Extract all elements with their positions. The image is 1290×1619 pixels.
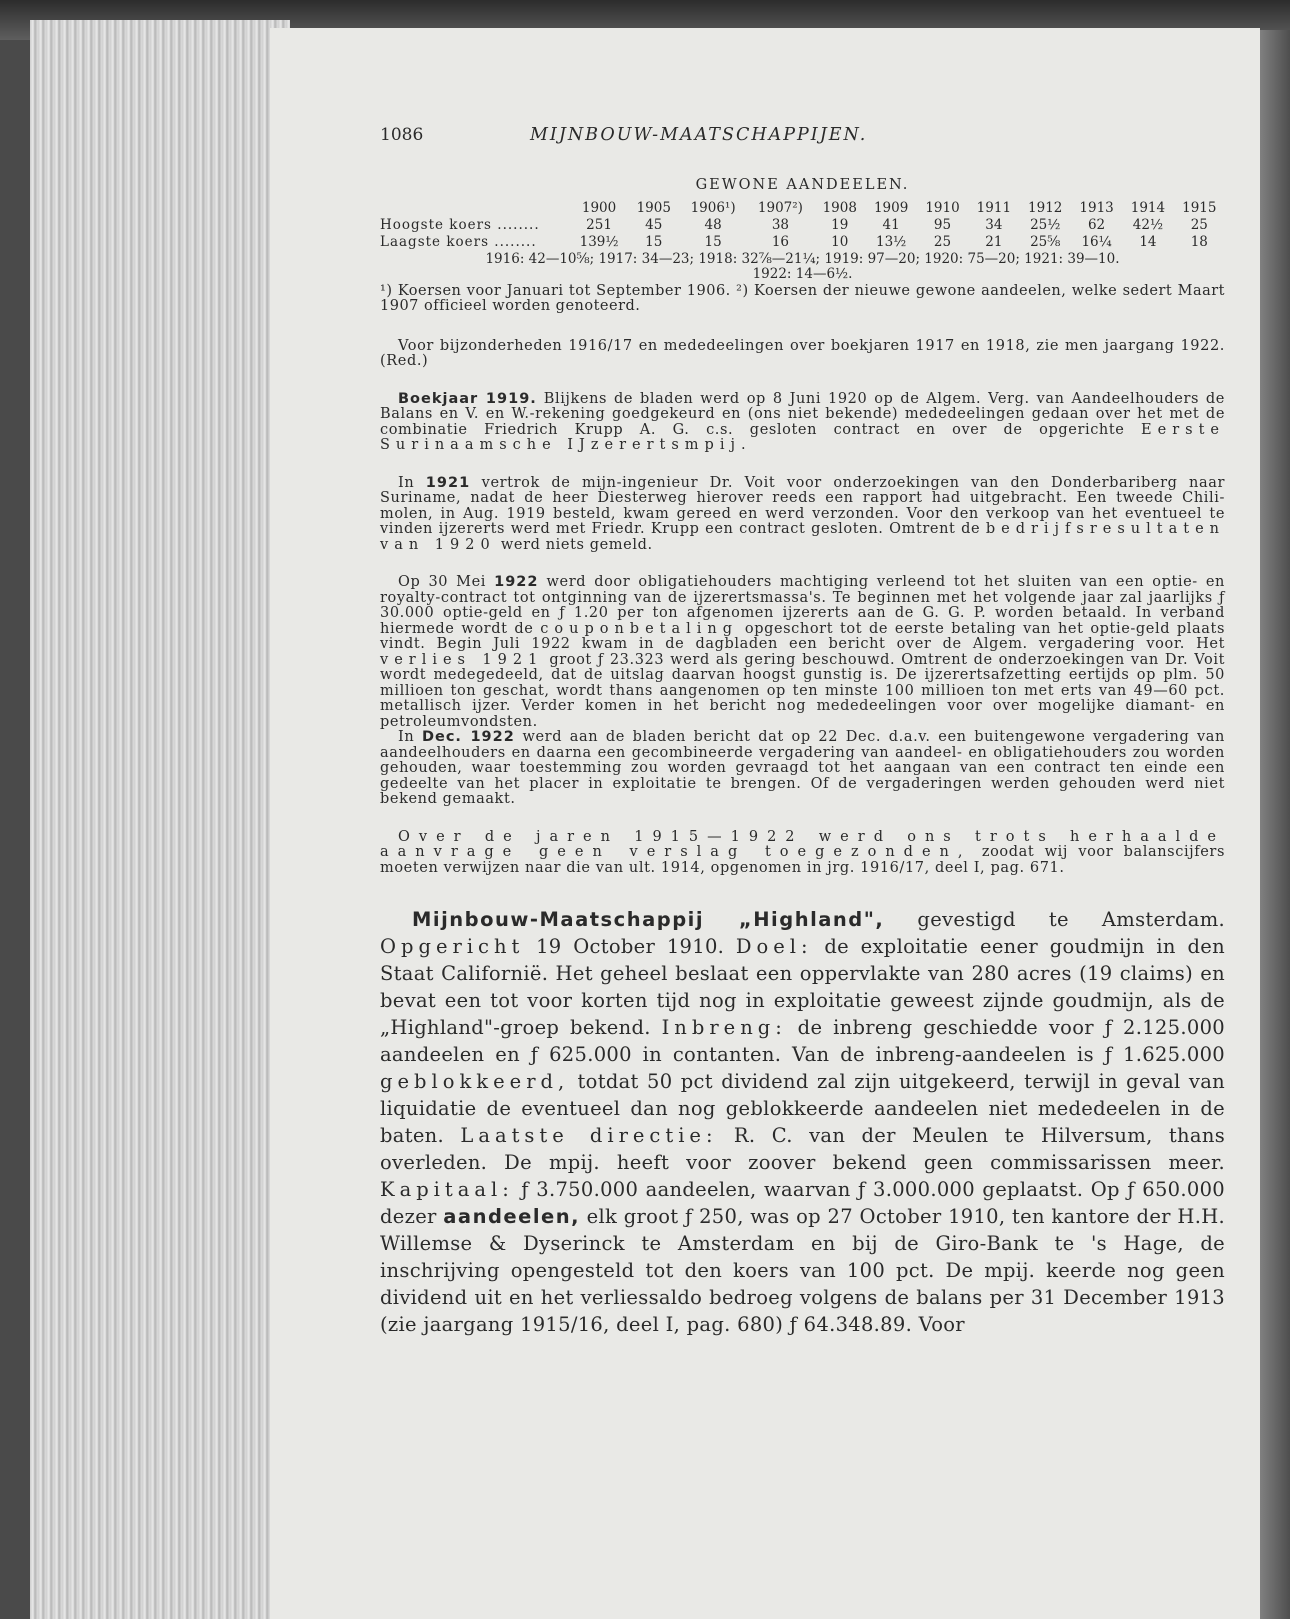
paragraph-boekjaar-1919 [380, 392, 1225, 454]
year-cell: 1905 [636, 199, 671, 216]
koersen-table [380, 200, 1225, 251]
value-cell: 25⅝ [1030, 233, 1061, 250]
paragraph-bijzonderheden [380, 339, 1225, 370]
value-cell: 45 [645, 216, 663, 233]
paragraph-text: groot ƒ 23.323 werd als gering beschouwd. Omtrent de onderzoekingen van Dr. Voit wordt medegedeeld, dat de uitslag daarvan hoogst gunstig is. De ijzerertsafzetting eertijds op plm. 50 millioen ton geschat, wordt thans aangenomen op ten minste 100 millioen ton met erts van 49—60 pct. metallisch ijzer. Verder komen in het bericht nog mededeelingen voor over mogelijke diamant- en petroleumvondsten. [380, 651, 1225, 730]
row-label: Laagste koers ........ [380, 233, 537, 250]
paragraph-text: werd niets gemeld. [495, 536, 653, 553]
table-row-laagste [380, 234, 1225, 251]
value-cell: 139½ [579, 233, 619, 250]
value-cell: 14 [1139, 233, 1157, 250]
entry-text: elk groot ƒ 250, was op 27 October 1910, ten kantore der H.H. Willemse & Dyserinck te Amsterdam en bij de Giro-Bank te 's Hage, de inschrijving opengesteld tot den koers van 100 pct. De mpij. keerde nog geen dividend uit en het verliessaldo bedroeg volgens de balans per 31 December 1913 (zie jaargang 1915/16, deel I, pag. 680) ƒ 64.348.89. Voor [380, 1205, 1225, 1336]
koers-ranges-last: 1922: 14—6½. [752, 266, 853, 282]
value-cell: 25 [1190, 216, 1208, 233]
highland-entry [380, 906, 1225, 1338]
value-cell: 19 [831, 216, 849, 233]
value-cell: 48 [704, 216, 722, 233]
page-stack-edge [30, 20, 290, 1619]
year-header-row [380, 200, 1225, 217]
value-cell: 10 [831, 233, 849, 250]
row-label: Hoogste koers ........ [380, 216, 540, 233]
bold-year: 1922 [494, 574, 539, 590]
year-cell: 1915 [1182, 199, 1217, 216]
koers-ranges-line: 1916: 42—10⅝; 1917: 34—23; 1918: 32⅞—21¼; 1919: 97—20; 1920: 75—20; 1921: 39—10. [485, 250, 1120, 267]
page-content [380, 125, 1225, 1338]
paragraph-dec-1922 [380, 730, 1225, 808]
value-cell: 16¼ [1081, 233, 1112, 250]
value-cell: 16 [771, 233, 790, 250]
paragraph-text: werd aan de bladen bericht dat op 22 Dec. d.a.v. een buitengewone vergadering van aandeelhouders en daarna een gecombineerde vergadering van aandeel- en obligatiehouders zou worden gehouden, waar toestemming zou worden gevraagd tot het aangaan van een contract ten einde een gedeelte van het placer in exploitatie te brengen. Of de vergaderingen werden gehouden werd niet bekend gemaakt. [380, 729, 1225, 807]
paragraph-text: Voor bijzonderheden 1916/17 en mededeelingen over boekjaren 1917 en 1918, zie men jaargang 1922. (Red.) [380, 337, 1225, 369]
bold-year: 1921 [425, 474, 471, 491]
table-row-hoogste [380, 217, 1225, 234]
field-label-inbreng: Inbreng: [661, 1016, 787, 1039]
paragraph-text: . [740, 437, 747, 453]
spaced-text: verlies 1921 [380, 651, 544, 668]
paragraph-text: zoodat wij voor balanscijfers moeten verwijzen naar die van ult. 1914, opgenomen in jrg. 1916/17, deel I, pag. 671. [380, 844, 1225, 876]
company-name: Mijnbouw-Maatschappij „Highland", [412, 908, 885, 931]
value-cell: 25½ [1030, 216, 1061, 233]
year-cell: 1906¹) [690, 199, 736, 216]
year-cell: 1914 [1130, 199, 1166, 216]
paragraph-text: werd door obligatiehouders machtiging verleend tot het sluiten van een optie- en royalty-contract tot ontginning van de ijzerertsmassa's. Te beginnen met het volgende jaar zal jaarlijks ƒ 30.000 optie-geld en ƒ 1.20 per ton afgenomen ijzererts aan de G. G. P. worden betaald. In verband hiermede wordt de [380, 574, 1225, 637]
year-cell: 1911 [976, 199, 1012, 216]
value-cell: 13½ [876, 233, 907, 250]
year-cell: 1910 [925, 199, 960, 216]
value-cell: 41 [882, 216, 900, 233]
value-cell: 34 [985, 216, 1003, 233]
spaced-text: couponbetaling [540, 620, 739, 637]
paragraph-lead: Boekjaar 1919. [398, 390, 537, 407]
field-label-kapitaal: Kapitaal: [380, 1178, 514, 1201]
corner-cell [380, 200, 570, 217]
year-cell: 1909 [873, 199, 909, 216]
paragraph-text: vertrok de mijn-ingenieur Dr. Voit voor onderzoekingen van den Donderbariberg naar Suriname, nadat de heer Diesterweg hierover reeds een rapport had uitgebracht. Een tweede Chili-molen, in Aug. 1919 besteld, kwam gereed en werd verzonden. Voor den verkoop van het eventueel te vinden ijzererts werd met Friedr. Krupp een contract gesloten. Omtrent de [380, 474, 1225, 537]
spaced-text: Eerste Surinaamsche IJzerertsmpij [380, 421, 1225, 453]
value-cell: 38 [771, 216, 790, 233]
entry-text: de exploitatie eener goudmijn in den Staat Californië. Het geheel beslaat een oppervlakte van 280 acres (19 claims) en bevat een tot voor korten tijd nog in exploitatie geweest zijnde goudmijn, als de „Highland"-groep bekend. [380, 935, 1225, 1039]
entry-text: gevestigd te Amsterdam. [884, 908, 1225, 931]
running-title: MIJNBOUW-MAATSCHAPPIJEN. [530, 125, 868, 145]
bold-date: Dec. 1922 [421, 729, 515, 745]
value-cell: 15 [704, 233, 722, 250]
value-cell: 15 [645, 233, 663, 250]
paragraph-text: In [398, 729, 422, 745]
spaced-geblokkeerd: geblokkeerd, [380, 1070, 570, 1093]
value-cell: 18 [1190, 233, 1208, 250]
paragraph-1921 [380, 476, 1225, 554]
field-label-doel: Doel: [735, 935, 813, 958]
book-page [270, 28, 1260, 1619]
spaced-text: Over de jaren 1915—1922 werd ons trots herhaalde aanvrage geen verslag toegezonden, [380, 828, 1225, 860]
bold-aandeelen: aandeelen, [443, 1205, 581, 1228]
year-cell: 1913 [1079, 199, 1114, 216]
paragraph-text: In [398, 474, 426, 491]
entry-text: totdat 50 pct dividend zal zijn uitgekeerd, terwijl in geval van liquidatie de eventueel dan nog geblokkeerde aandeelen niet mededeelen in de baten. [380, 1070, 1225, 1147]
spaced-text: bedrijfsresultaten van 1920 [380, 521, 1225, 553]
field-label-opgericht: Opgericht [380, 935, 525, 958]
value-cell: 21 [985, 233, 1003, 250]
paragraph-mei-1922 [380, 575, 1225, 730]
entry-text: R. C. van der Meulen te Hilversum, thans overleden. De mpij. heeft voor zoover bekend geen commissarissen meer. [380, 1124, 1225, 1174]
entry-text: de inbreng geschiedde voor ƒ 2.125.000 aandeelen en ƒ 625.000 in contanten. Van de inbreng-aandeelen is ƒ 1.625.000 [380, 1016, 1225, 1066]
value-cell: 25 [933, 233, 952, 250]
year-cell: 1907²) [757, 199, 803, 216]
value-cell: 251 [586, 216, 612, 233]
year-cell: 1908 [822, 199, 857, 216]
entry-text: 19 October 1910. [524, 935, 736, 958]
running-head [380, 125, 1225, 156]
page-number: 1086 [380, 125, 424, 145]
entry-text: ƒ 3.750.000 aandeelen, waarvan ƒ 3.000.000 geplaatst. Op ƒ 650.000 dezer [380, 1178, 1225, 1228]
field-label-directie: Laatste directie: [460, 1124, 718, 1147]
paragraph-text: Blijkens de bladen werd op 8 Juni 1920 op de Algem. Verg. van Aandeelhouders de Balans en V. en W.-rekening goedgekeurd en (ons niet bekende) mededeelingen gedaan over het met de combinatie Friedrich Krupp A. G. c.s. gesloten contract en over de opgerichte [380, 390, 1225, 438]
section-title-gewone-aandeelen: GEWONE AANDEELEN. [695, 177, 910, 193]
paragraph-text: Op 30 Mei [398, 574, 495, 590]
table-footnote: ¹) Koersen voor Januari tot September 1906. ²) Koersen der nieuwe gewone aandeelen, welke sedert Maart 1907 officieel worden genoteerd. [380, 282, 1225, 314]
year-cell: 1912 [1028, 199, 1063, 216]
value-cell: 42½ [1132, 216, 1164, 233]
value-cell: 95 [933, 216, 952, 233]
value-cell: 62 [1087, 216, 1106, 233]
year-cell: 1900 [581, 199, 617, 216]
paragraph-text: opgeschort tot de eerste betaling van het optie-geld plaats vindt. Begin Juli 1922 kwam in de dagbladen een bericht over de Algem. vergadering voor. Het [380, 620, 1225, 652]
paragraph-geen-verslag [380, 830, 1225, 877]
